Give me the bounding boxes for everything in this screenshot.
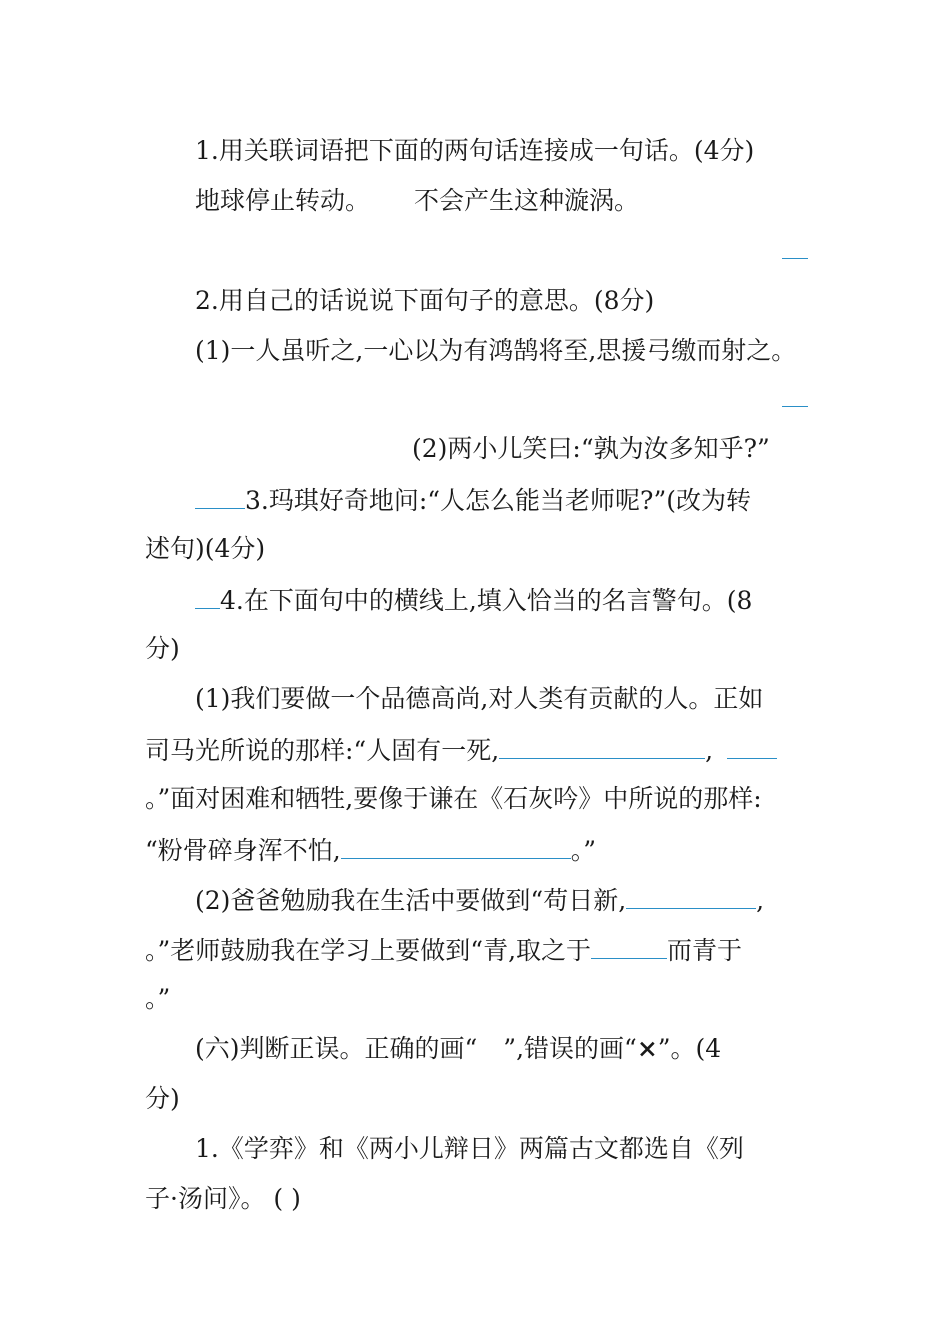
q4-p1-line3: 。”面对困难和牺牲,要像于谦在《石灰吟》中所说的那样: — [145, 784, 762, 813]
q2-item2-answer-blank[interactable] — [195, 484, 245, 509]
section6-text-b: ”,错误的画“ — [503, 1034, 637, 1063]
q1-prompt: 1.用关联词语把下面的两句话连接成一句话。(4分) — [195, 136, 755, 165]
q2-prompt: 2.用自己的话说说下面句子的意思。(8分) — [195, 286, 655, 315]
q3-line1 — [195, 484, 751, 516]
q4-p2-comma: , — [756, 886, 765, 915]
section6-line1 — [195, 1034, 721, 1064]
q1-answer-blank[interactable] — [782, 234, 808, 266]
q4-line1 — [195, 584, 752, 616]
q4-p2-blank-2[interactable] — [591, 934, 667, 959]
q3-text-line1: 3.玛琪好奇地问:“人怎么能当老师呢?”(改为转 — [245, 486, 751, 515]
q3-answer-blank[interactable] — [195, 584, 220, 609]
q4-p2-line1 — [195, 884, 764, 916]
q4-p1-blank-1[interactable] — [499, 734, 705, 759]
section6-item1-line2[interactable]: 子·汤问》。 ( ) — [145, 1184, 301, 1213]
q4-p1-line4 — [145, 834, 596, 866]
q4-p1-line1: (1)我们要做一个品德高尚,对人类有贡献的人。正如 — [195, 684, 764, 713]
q1-sentence-a: 地球停止转动。 — [195, 186, 371, 215]
q4-p1-line2 — [145, 734, 777, 766]
q4-p2-line3: 。” — [145, 984, 171, 1013]
section6-text-c: ”。(4 — [657, 1034, 722, 1063]
q4-p2-text-c: 而青于 — [667, 936, 743, 965]
q4-p1-blank-3[interactable] — [341, 834, 571, 859]
cross-icon: × — [636, 1034, 658, 1063]
q1-sentences — [195, 186, 639, 216]
q1-sentence-b: 不会产生这种漩涡。 — [414, 186, 640, 215]
section6-text-a: (六)判断正误。正确的画“ — [195, 1034, 478, 1063]
q4-p1-text-d: 。” — [570, 836, 597, 865]
q4-p2-text-a: (2)爸爸勉励我在生活中要做到“苟日新, — [195, 886, 627, 915]
section6-line2: 分) — [145, 1084, 180, 1113]
q4-p2-line2 — [145, 934, 742, 966]
q2-item2: (2)两小儿笑曰:“孰为汝多知乎?” — [412, 434, 770, 463]
q4-text-line1: 4.在下面句中的横线上,填入恰当的名言警句。(8 — [220, 586, 753, 615]
q4-p1-comma: , — [705, 736, 714, 765]
q4-p2-blank-1[interactable] — [626, 884, 756, 909]
q4-p1-text-c: “粉骨碎身浑不怕, — [145, 836, 341, 865]
q3-line2: 述句)(4分) — [145, 534, 266, 563]
q4-p2-text-b: 。”老师鼓励我在学习上要做到“青,取之于 — [145, 936, 592, 965]
q2-item1: (1)一人虽听之,一心以为有鸿鹄将至,思援弓缴而射之。 — [195, 336, 797, 365]
q4-line2: 分) — [145, 634, 180, 663]
q2-item1-answer-blank[interactable] — [782, 382, 808, 414]
q4-p1-text-a: 司马光所说的那样:“人固有一死, — [145, 736, 500, 765]
q4-p1-blank-2[interactable] — [727, 734, 777, 759]
section6-item1-line1: 1.《学弈》和《两小儿辩日》两篇古文都选自《列 — [195, 1134, 744, 1163]
